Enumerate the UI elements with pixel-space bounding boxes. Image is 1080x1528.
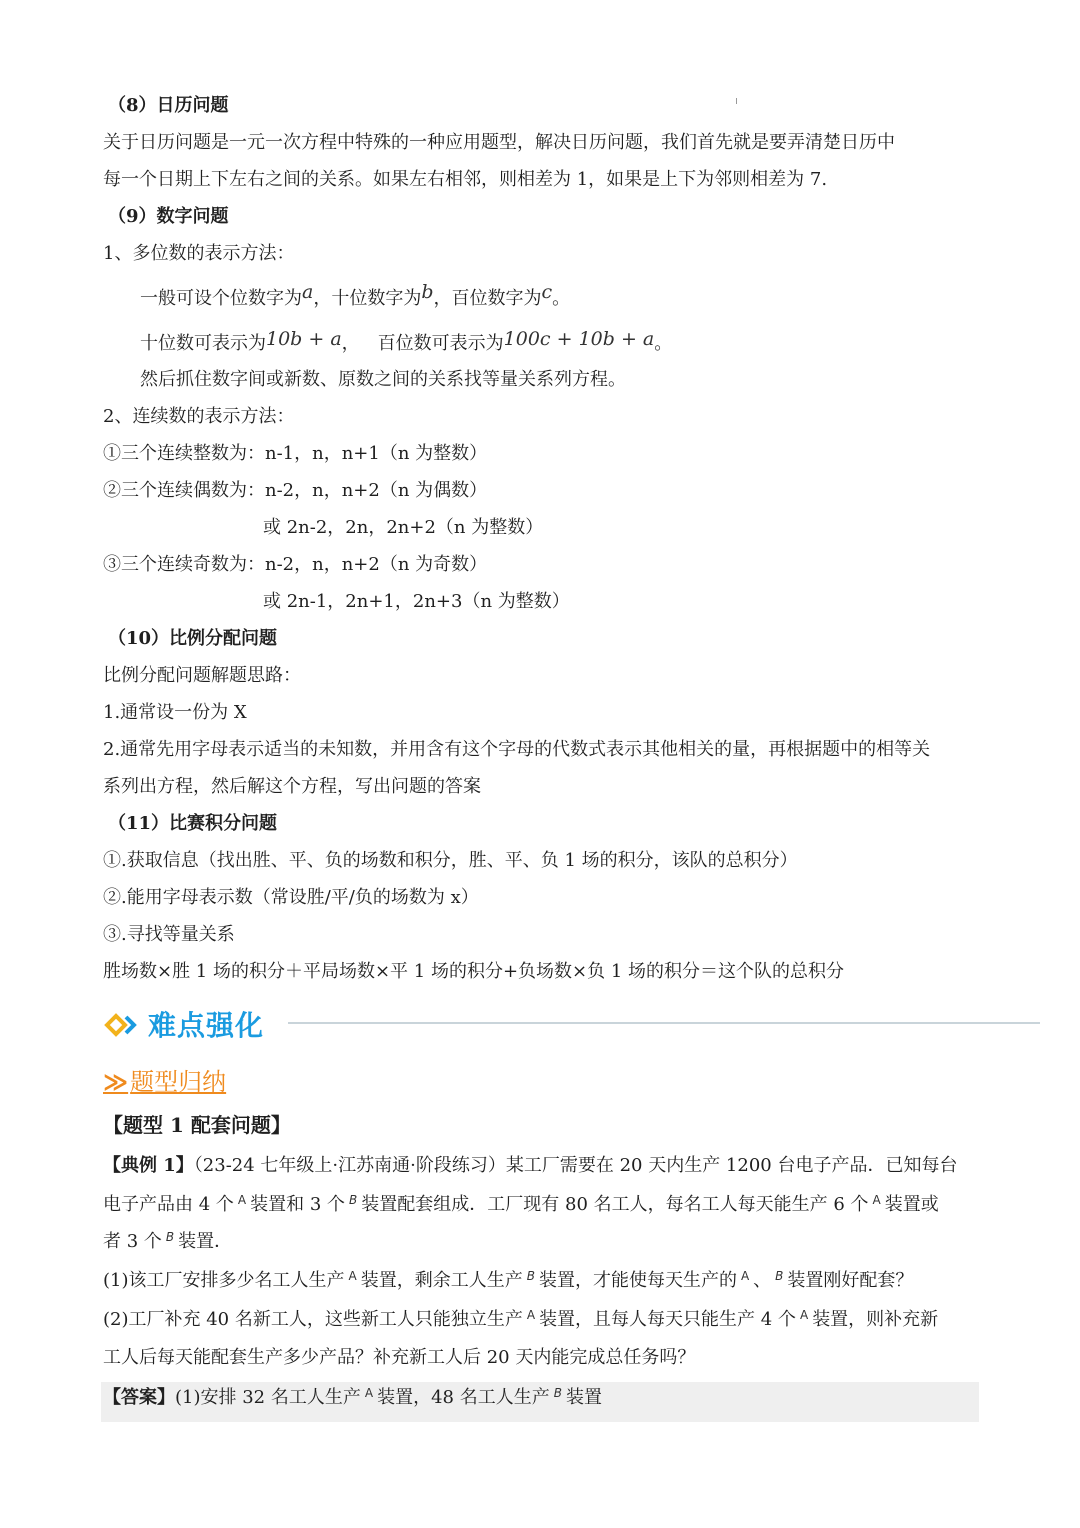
number-expression-line: 十位数可表示为10b + a， 百位数可表示为100c + 10b + a。 [140,328,673,354]
section-8-paragraph-line-2: 每一个日期上下左右之间的关系。如果左右相邻，则相差为 1，如果是上下为邻则相差为 7. [103,169,828,190]
symbol-a: A [872,1193,881,1207]
section-11-line-2: ②.能用字母表示数（常设胜/平/负的场数为 x） [103,887,479,908]
symbol-a: A [348,1269,357,1283]
math-expression-hundreds: 100c + 10b + a [503,328,655,350]
example-1-line-2: 电子产品由 4 个 $^A$ 装置和 3 个 $^B$ 装置配套组成．工厂现有 80 名工人，每名工人每天能生产 6 个 $^A$ 装置或 [103,1193,939,1215]
section-8-paragraph-line-1: 关于日历问题是一元一次方程中特殊的一种应用题型，解决日历问题，我们首先就是要弄清楚日历中 [103,132,895,153]
symbol-a: A [364,1386,374,1400]
symbol-a: A [740,1269,750,1283]
symbol-a: A [799,1308,809,1322]
example-label: 【典例 1】 [103,1155,194,1176]
section-9-title: （9）数字问题 [108,206,229,227]
equation-hint-line: 然后抓住数字间或新数、原数之间的关系找等量关系列方程。 [140,369,626,390]
symbol-b: B [553,1386,562,1400]
question-types-heading [103,1062,226,1097]
banner-title: 难点强化 [148,1009,265,1042]
symbol-b: B [165,1230,175,1244]
section-9-heading-2: 2、连续数的表示方法： [103,406,295,427]
double-chevron-icon: ≫ [103,1068,129,1096]
section-10-line-4: 系列出方程，然后解这个方程，写出问题的答案 [103,776,481,797]
math-var-a: a [302,281,314,303]
digit-representation-line: 一般可设个位数字为a，十位数字为b，百位数字为c。 [140,281,571,309]
question-1: (1)该工厂安排多少名工人生产 $^A$ 装置，剩余工人生产 $^B$ 装置，才能使每天生产的 $^A$ 、 $^B$ 装置刚好配套？ [103,1269,914,1291]
section-11-line-1: ①.获取信息（找出胜、平、负的场数和积分，胜、平、负 1 场的积分，该队的总积分） [103,850,798,871]
consecutive-odds-alt-line: 或 2n-1，2n+1，2n+3（n 为整数） [263,591,570,612]
symbol-b: B [775,1269,784,1283]
section-11-line-4: 胜场数×胜 1 场的积分＋平局场数×平 1 场的积分+负场数×负 1 场的积分＝这个队的总积分 [103,961,845,982]
section-11-line-3: ③.寻找等量关系 [103,924,235,945]
section-10-line-2: 1.通常设一份为 X [103,702,247,723]
symbol-b: B [349,1193,358,1207]
section-11-title: （11）比赛积分问题 [108,813,278,834]
type-1-title: 【题型 1 配套问题】 [103,1113,291,1137]
math-expression-tens: 10b + a [266,328,342,350]
consecutive-evens-line: ②三个连续偶数为：n-2，n，n+2（n 为偶数） [103,480,488,501]
consecutive-evens-alt-line: 或 2n-2，2n，2n+2（n 为整数） [263,517,544,538]
section-8-title: （8）日历问题 [108,95,229,116]
example-1-line-1: 【典例 1】（23-24 七年级上·江苏南通·阶段练习）某工厂需要在 20 天内生产 1200 台电子产品．已知每台 [103,1155,958,1176]
section-9-heading-1: 1、多位数的表示方法： [103,243,295,264]
consecutive-odds-line: ③三个连续奇数为：n-2，n，n+2（n 为奇数） [103,554,488,575]
section-10-line-3: 2.通常先用字母表示适当的未知数，并用含有这个字母的代数式表示其他相关的量，再根据题中的相等关 [103,739,931,760]
banner-divider [288,1022,1040,1024]
page-mark [736,98,737,104]
question-2-line-2: 工人后每天能配套生产多少产品？补充新工人后 20 天内能完成总任务吗？ [103,1347,696,1368]
difficulty-banner [104,1004,944,1046]
math-var-b: b [421,281,434,303]
question-2-line-1: (2)工厂补充 40 名新工人，这些新工人只能独立生产 $^A$ 装置，且每人每天只能生产 4 个 $^A$ 装置，则补充新 [103,1308,939,1330]
consecutive-integers-line: ①三个连续整数为：n-1，n，n+1（n 为整数） [103,443,488,464]
example-1-line-3: 者 3 个 $^B$ 装置． [103,1230,233,1252]
diamond-chevron-icon [104,1012,144,1038]
answer-line: 【答案】(1)安排 32 名工人生产 $^A$ 装置，48 名工人生产 $^B$ 装置 [103,1386,602,1408]
question-types-title: 题型归纳 [130,1068,227,1096]
symbol-a: A [526,1308,536,1322]
section-10-line-1: 比例分配问题解题思路： [103,665,301,686]
symbol-a: A [237,1193,247,1207]
math-var-c: c [541,281,553,303]
symbol-b: B [526,1269,535,1283]
answer-label: 【答案】 [103,1387,175,1408]
section-10-title: （10）比例分配问题 [108,628,278,649]
